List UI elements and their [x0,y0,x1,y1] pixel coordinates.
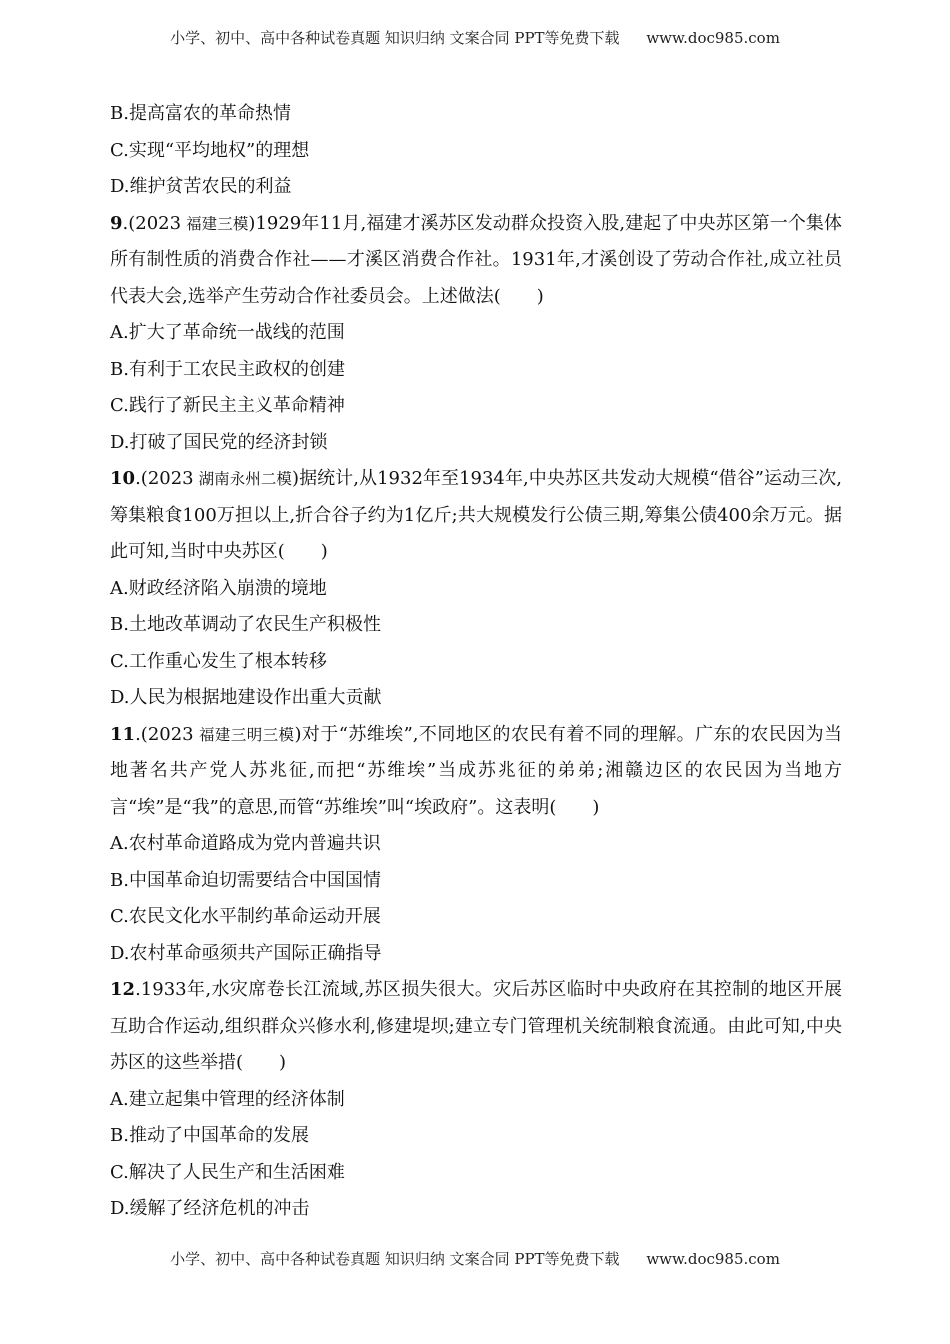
option-c: C.工作重心发生了根本转移 [110,650,327,672]
footer-text: 小学、初中、高中各种试卷真题 知识归纳 文案合同 PPT等免费下载 [170,1250,620,1268]
question-stem [110,461,842,571]
question-text: .1933年,水灾席卷长江流域,苏区损失很大。灾后苏区临时中央政府在其控制的地区开展互助合作运动,组织群众兴修水利,修建堤坝;建立专门管理机关统制粮食流通。由此可知,中央苏区的这些举措( ) [110,979,842,1073]
header-site-link[interactable]: www.doc985.com [646,29,780,47]
option-c: C.农民文化水平制约革命运动开展 [110,906,381,927]
question-12 [110,972,842,1228]
option-a: A.财政经济陷入崩溃的境地 [110,577,327,599]
question-open: .( [122,212,136,234]
question-stem [110,972,842,1082]
question-stem [110,206,842,316]
option-b: B.提高富农的革命热情 [110,103,291,124]
option-d: D.人民为根据地建设作出重大贡献 [110,687,382,708]
option-b: B.推动了中国革命的发展 [110,1125,309,1146]
option-c: C.解决了人民生产和生活困难 [110,1161,345,1183]
option-d: D.农村革命亟须共产国际正确指导 [110,942,382,964]
question-year: 2023 [147,723,194,745]
page-header [0,27,950,48]
question-number: 11 [110,723,136,745]
question-number: 9 [110,212,123,234]
question-9 [110,206,842,462]
option-d: D.缓解了经济危机的冲击 [110,1198,310,1219]
header-text: 小学、初中、高中各种试卷真题 知识归纳 文案合同 PPT等免费下载 [170,29,620,47]
question-year: 2023 [135,212,182,234]
question-number: 10 [110,468,136,489]
document-body [110,96,842,1228]
option-d: D.打破了国民党的经济封锁 [110,431,328,453]
option-d: D.维护贫苦农民的利益 [110,176,292,197]
question-text: )据统计,从1932年至1934年,中央苏区共发动大规模“借谷”运动三次,筹集粮食100万担以上,折合谷子约为1亿斤;共大规模发行公债三期,筹集公债400余万元。据此可知,当时中央苏区( ) [110,468,842,562]
question-10 [110,461,842,717]
question-open: .( [135,723,148,745]
question-number: 12 [110,979,136,1000]
option-c: C.践行了新民主主义革命精神 [110,395,345,416]
footer-site-link[interactable]: www.doc985.com [646,1250,780,1268]
page-footer [0,1248,950,1269]
question-year: 2023 [147,468,194,489]
question-stem [110,717,842,827]
option-a: A.建立起集中管理的经济体制 [110,1088,345,1110]
option-a: A.农村革命道路成为党内普遍共识 [110,833,381,854]
question-open: .( [135,468,148,489]
question-source: 福建三模 [181,214,249,233]
option-c: C.实现“平均地权”的理想 [110,139,310,161]
option-b: B.中国革命迫切需要结合中国国情 [110,869,381,891]
question-11 [110,717,842,973]
option-a: A.扩大了革命统一战线的范围 [110,322,345,343]
question-text: )1929年11月,福建才溪苏区发动群众投资入股,建起了中央苏区第一个集体所有制性质的消费合作社——才溪区消费合作社。1931年,才溪创设了劳动合作社,成立社员代表大会,选举产生劳动合作社委员会。上述做法( ) [110,212,842,307]
question-source: 湖南永州二模 [193,470,292,488]
option-b: B.有利于工农民主政权的创建 [110,358,345,380]
question-source: 福建三明三模 [193,725,295,744]
previous-question-options [110,96,842,206]
option-b: B.土地改革调动了农民生产积极性 [110,614,381,635]
question-text: )对于“苏维埃”,不同地区的农民有着不同的理解。广东的农民因为当地著名共产党人苏兆征,而把“苏维埃”当成苏兆征的弟弟;湘赣边区的农民因为当地方言“埃”是“我”的意思,而管“苏维埃”叫“埃政府”。这表明( ) [110,723,842,818]
